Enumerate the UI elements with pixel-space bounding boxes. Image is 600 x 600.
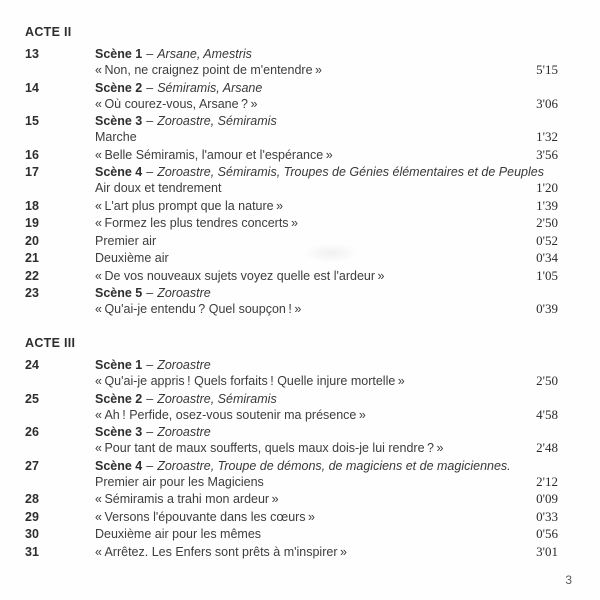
track-number: 25 xyxy=(25,391,39,406)
title-line xyxy=(95,544,558,560)
track-title: Premier air pour les Magiciens xyxy=(95,474,264,489)
track-duration: 2'50 xyxy=(536,215,558,230)
track-row xyxy=(25,113,558,145)
scene-line xyxy=(95,46,558,62)
track-row xyxy=(25,424,558,456)
scene-characters: Zoroastre, Troupe de démons, de magiciens et de magiciennes. xyxy=(157,458,511,473)
title-line xyxy=(95,407,558,423)
track-number: 14 xyxy=(25,80,39,95)
scene-separator: – xyxy=(146,114,154,128)
track-row xyxy=(25,391,558,423)
track-row xyxy=(25,250,558,266)
track-title: « Qu'ai-je appris ! Quels forfaits ! Quelle injure mortelle » xyxy=(95,374,405,388)
track-duration: 1'20 xyxy=(536,180,558,195)
title-line xyxy=(95,215,558,231)
scene-separator: – xyxy=(146,165,154,179)
track-number: 30 xyxy=(25,527,39,541)
title-line xyxy=(95,96,558,112)
title-line xyxy=(95,301,558,317)
scene-label: Scène 5 xyxy=(95,286,143,300)
track-row xyxy=(25,46,558,78)
title-line xyxy=(95,526,558,542)
track-duration: 0'39 xyxy=(536,301,558,316)
title-line xyxy=(95,250,558,266)
track-row xyxy=(25,526,558,542)
track-duration: 3'01 xyxy=(536,543,558,559)
track-duration: 0'09 xyxy=(536,491,558,506)
act-heading: ACTE III xyxy=(25,336,76,350)
act-heading: ACTE II xyxy=(25,25,72,39)
title-line xyxy=(95,373,558,389)
track-duration: 3'56 xyxy=(536,146,558,162)
track-number: 26 xyxy=(25,425,39,439)
scene-line xyxy=(95,424,558,440)
track-number: 22 xyxy=(25,268,39,283)
title-line xyxy=(95,268,558,284)
track-title: « Versons l'épouvante dans les cœurs » xyxy=(95,509,316,524)
act-section-3 xyxy=(25,335,558,560)
track-title: « Belle Sémiramis, l'amour et l'espérance » xyxy=(95,147,333,162)
title-line xyxy=(95,180,558,196)
track-number: 31 xyxy=(25,544,39,559)
track-row xyxy=(25,544,558,560)
scene-characters: Zoroastre, Sémiramis xyxy=(157,391,277,406)
title-line xyxy=(95,509,558,525)
title-line xyxy=(95,233,558,249)
track-row xyxy=(25,357,558,389)
track-row xyxy=(25,147,558,163)
track-duration: 4'58 xyxy=(536,406,558,422)
track-row xyxy=(25,233,558,249)
title-line xyxy=(95,62,558,78)
track-row xyxy=(25,491,558,507)
track-duration: 1'05 xyxy=(536,267,558,283)
track-number: 24 xyxy=(25,358,39,372)
title-line xyxy=(95,491,558,507)
track-duration: 0'56 xyxy=(536,526,558,541)
scene-separator: – xyxy=(146,391,154,406)
scene-line xyxy=(95,391,558,407)
track-number: 13 xyxy=(25,47,39,61)
track-number: 18 xyxy=(25,198,39,213)
track-number: 28 xyxy=(25,492,39,506)
track-number: 17 xyxy=(25,165,39,179)
track-number: 23 xyxy=(25,286,39,300)
track-title: Air doux et tendrement xyxy=(95,181,222,195)
scene-line xyxy=(95,164,558,180)
track-title: « Formez les plus tendres concerts » xyxy=(95,216,299,230)
track-title: Deuxième air pour les mêmes xyxy=(95,527,262,541)
scene-characters: Zoroastre xyxy=(157,425,211,439)
title-line xyxy=(95,198,558,214)
scene-label: Scène 1 xyxy=(95,47,143,61)
scene-characters: Zoroastre xyxy=(157,286,211,300)
track-duration: 3'06 xyxy=(536,95,558,111)
scene-line xyxy=(95,357,558,373)
scene-line xyxy=(95,80,558,96)
scene-separator: – xyxy=(146,286,154,300)
track-title: « Pour tant de maux soufferts, quels maux dois-je lui rendre ? » xyxy=(95,441,444,455)
track-duration: 1'39 xyxy=(536,197,558,213)
title-line xyxy=(95,129,558,145)
track-row xyxy=(25,458,558,490)
scene-separator: – xyxy=(146,458,154,473)
track-number: 15 xyxy=(25,114,39,128)
scene-separator: – xyxy=(146,47,154,61)
scene-characters: Zoroastre, Sémiramis xyxy=(157,114,277,128)
track-title: « Ah ! Perfide, osez-vous soutenir ma présence » xyxy=(95,407,366,422)
scene-characters: Zoroastre xyxy=(157,358,211,372)
scene-label: Scène 3 xyxy=(95,114,143,128)
track-number: 16 xyxy=(25,147,39,162)
scene-characters: Sémiramis, Arsane xyxy=(157,80,263,95)
scene-label: Scène 4 xyxy=(95,458,143,473)
track-duration: 1'32 xyxy=(536,129,558,144)
track-number: 20 xyxy=(25,233,39,248)
track-title: « De vos nouveaux sujets voyez quelle est l'ardeur » xyxy=(95,268,385,283)
track-title: « Qu'ai-je entendu ? Quel soupçon ! » xyxy=(95,302,302,316)
track-row xyxy=(25,198,558,214)
act-section-2 xyxy=(25,24,558,317)
scene-characters: Arsane, Amestris xyxy=(157,47,252,61)
title-line xyxy=(95,474,558,490)
track-duration: 0'34 xyxy=(536,250,558,265)
page-number: 3 xyxy=(565,573,572,587)
scene-characters: Zoroastre, Sémiramis, Troupes de Génies élémentaires et de Peuples xyxy=(157,165,544,179)
track-row xyxy=(25,215,558,231)
track-number: 19 xyxy=(25,216,39,230)
scene-label: Scène 1 xyxy=(95,358,143,372)
scene-label: Scène 2 xyxy=(95,391,143,406)
scene-separator: – xyxy=(146,80,154,95)
track-duration: 0'52 xyxy=(536,232,558,248)
track-duration: 2'12 xyxy=(536,473,558,489)
track-number: 27 xyxy=(25,458,39,473)
track-row xyxy=(25,285,558,317)
track-row xyxy=(25,509,558,525)
scene-line xyxy=(95,285,558,301)
track-duration: 2'50 xyxy=(536,373,558,388)
track-title: « Non, ne craignez point de m'entendre » xyxy=(95,63,322,77)
track-row xyxy=(25,80,558,112)
track-title: « Sémiramis a trahi mon ardeur » xyxy=(95,492,279,506)
scene-line xyxy=(95,458,558,474)
track-number: 21 xyxy=(25,251,39,265)
track-title: « Arrêtez. Les Enfers sont prêts à m'inspirer » xyxy=(95,544,347,559)
track-row xyxy=(25,164,558,196)
track-row xyxy=(25,268,558,284)
track-duration: 5'15 xyxy=(536,62,558,77)
track-number: 29 xyxy=(25,509,39,524)
track-title: « Où courez-vous, Arsane ? » xyxy=(95,96,258,111)
track-title: Deuxième air xyxy=(95,251,169,265)
scene-label: Scène 3 xyxy=(95,425,143,439)
track-duration: 0'33 xyxy=(536,508,558,524)
scene-line xyxy=(95,113,558,129)
title-line xyxy=(95,147,558,163)
track-title: « L'art plus prompt que la nature » xyxy=(95,198,284,213)
title-line xyxy=(95,440,558,456)
scene-label: Scène 2 xyxy=(95,80,143,95)
scene-separator: – xyxy=(146,358,154,372)
scene-separator: – xyxy=(146,425,154,439)
track-title: Marche xyxy=(95,130,137,144)
scene-label: Scène 4 xyxy=(95,165,143,179)
track-title: Premier air xyxy=(95,233,157,248)
track-duration: 2'48 xyxy=(536,440,558,455)
